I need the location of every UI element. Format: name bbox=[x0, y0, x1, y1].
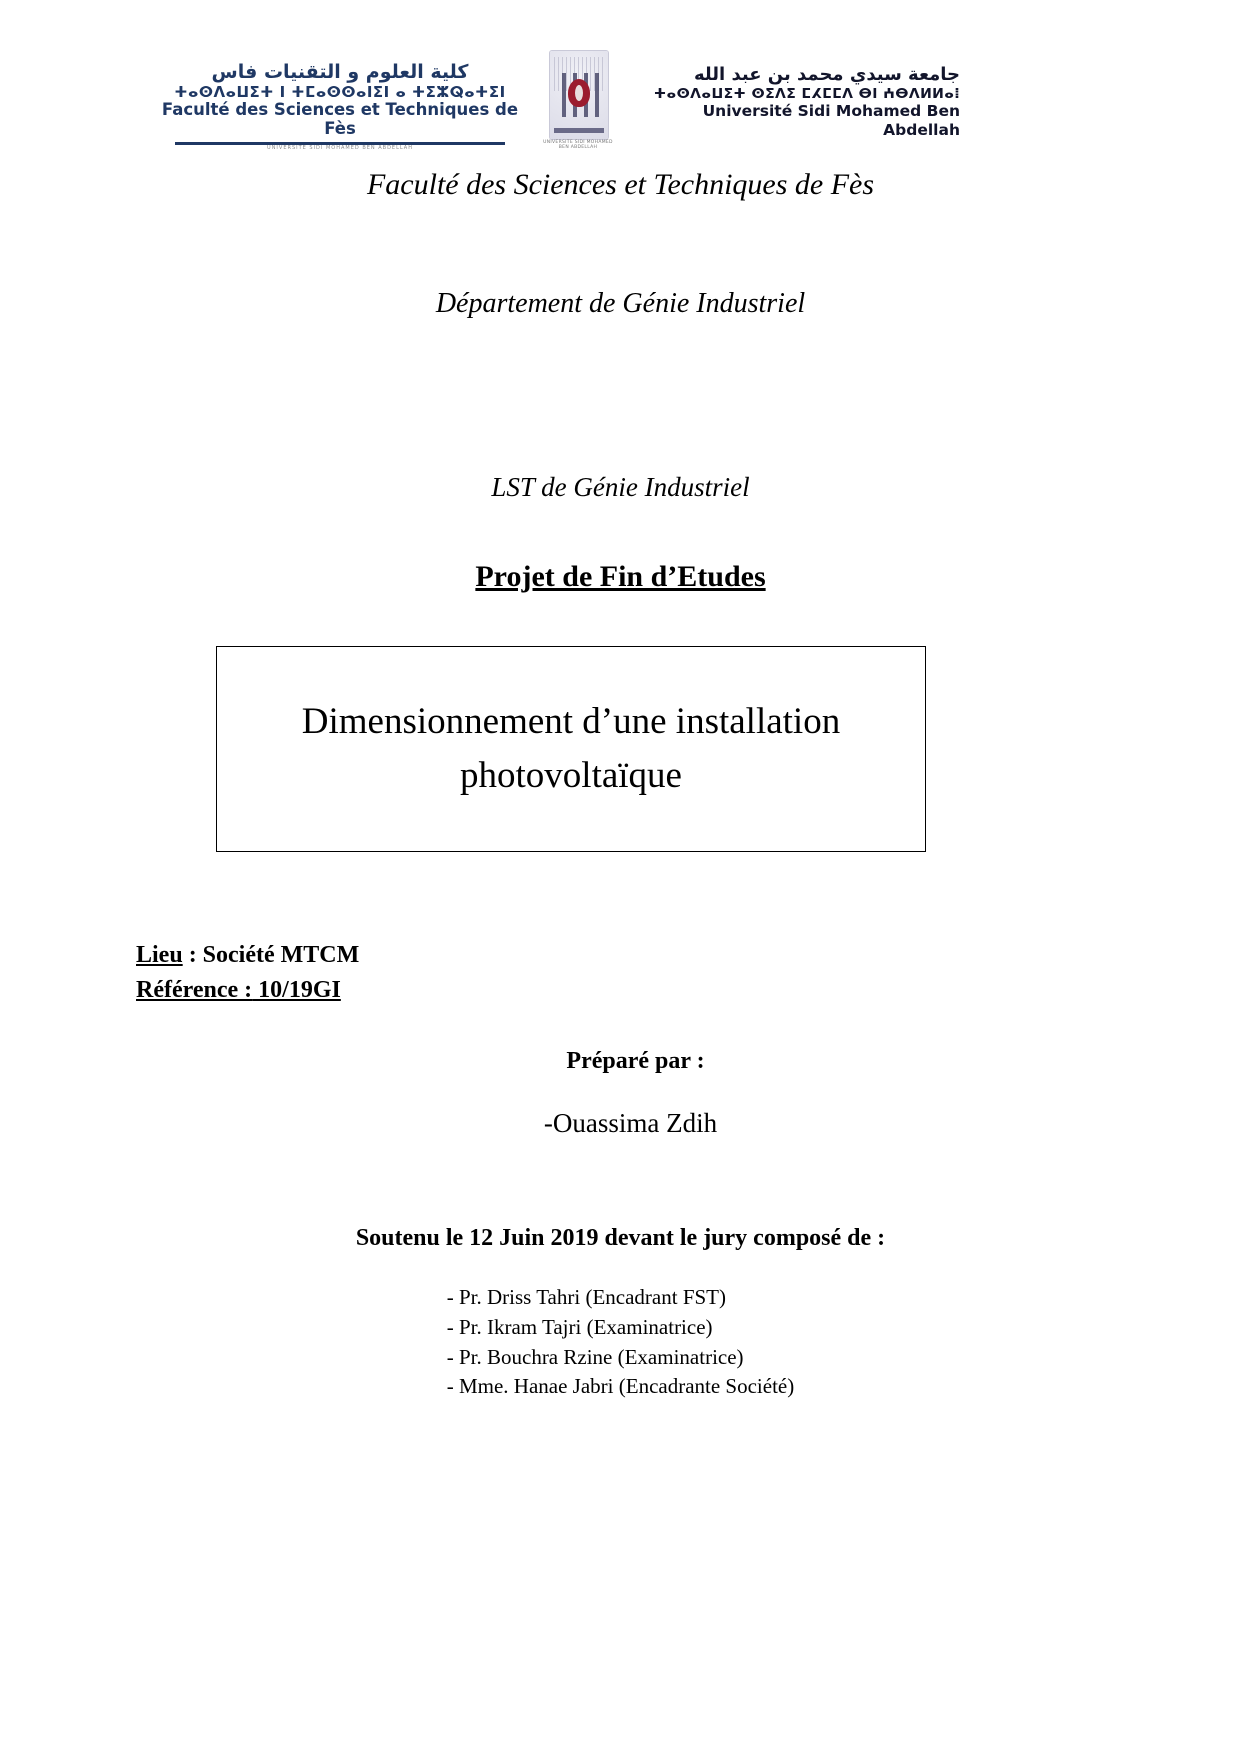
place-value: : Société MTCM bbox=[182, 942, 360, 968]
defense-line: Soutenu le 12 Juin 2019 devant le jury composé de : bbox=[355, 1225, 886, 1251]
title-box bbox=[216, 646, 926, 852]
place-label: Lieu bbox=[136, 942, 183, 968]
faculty-line: Faculté des Sciences et Techniques de Fès bbox=[366, 168, 875, 201]
jury-list-inner bbox=[447, 1283, 795, 1402]
list-item: - Mme. Hanae Jabri (Encadrante Société) bbox=[446, 1374, 795, 1399]
fst-logo-microcaption: UNIVERSITE SIDI MOHAMED BEN ABDELLAH bbox=[267, 145, 413, 152]
jury-list bbox=[0, 1283, 1241, 1402]
reference-row bbox=[136, 973, 359, 1008]
reference-label: Référence : bbox=[136, 976, 253, 1003]
program-line: LST de Génie Industriel bbox=[491, 472, 750, 502]
author-name: -Ouassima Zdih bbox=[543, 1108, 718, 1138]
fst-logo-french: Faculté des Sciences et Techniques de Fès bbox=[161, 100, 519, 139]
list-item: - Pr. Driss Tahri (Encadrant FST) bbox=[446, 1285, 726, 1309]
reference-value: 10/19GI bbox=[252, 976, 341, 1003]
header-logos bbox=[0, 28, 1241, 152]
prepared-by-label: Préparé par : bbox=[566, 1048, 705, 1074]
place-row bbox=[136, 938, 359, 973]
usmba-logo-tifinagh: ⵜⴰⵙⴷⴰⵡⵉⵜ ⵙⵉⴷⵉ ⵎⵃⵎⵎⴷ ⴱⵏ ⵄⴱⴷⵍⵍⴰⵂ bbox=[653, 85, 960, 102]
list-item: - Pr. Ikram Tajri (Examinatrice) bbox=[446, 1314, 713, 1339]
crest-shield-icon bbox=[549, 50, 609, 140]
document-type-line bbox=[0, 560, 1241, 594]
usmba-logo bbox=[640, 64, 960, 140]
fst-logo-arabic: كلية العلوم و التقنيات فاس bbox=[211, 61, 469, 83]
university-crest-icon bbox=[543, 50, 613, 154]
meta-block bbox=[136, 938, 359, 1008]
usmba-logo-arabic: جامعة سيدي محمد بن عبد الله bbox=[693, 64, 960, 85]
page-title: Dimensionnement d’une installation photovoltaïque bbox=[301, 701, 841, 796]
fst-logo-tifinagh: ⵜⴰⵙⴷⴰⵡⵉⵜ ⵏ ⵜⵎⴰⵙⵙⴰⵏⵉⵏ ⴰ ⵜⵉⵣⵕⴰⵜⵉⵏ bbox=[174, 82, 506, 101]
fst-logo bbox=[160, 62, 520, 152]
list-item: - Pr. Bouchra Rzine (Examinatrice) bbox=[446, 1344, 744, 1369]
department-line: Département de Génie Industriel bbox=[435, 288, 806, 319]
crest-base bbox=[554, 128, 604, 133]
crest-caption: UNIVERSITE SIDI MOHAMED BEN ABDELLAH bbox=[543, 140, 613, 150]
usmba-logo-french: Université Sidi Mohamed Ben Abdellah bbox=[702, 102, 960, 139]
document-type-text: Projet de Fin d’Etudes bbox=[475, 560, 766, 593]
crest-emblem bbox=[568, 79, 590, 107]
